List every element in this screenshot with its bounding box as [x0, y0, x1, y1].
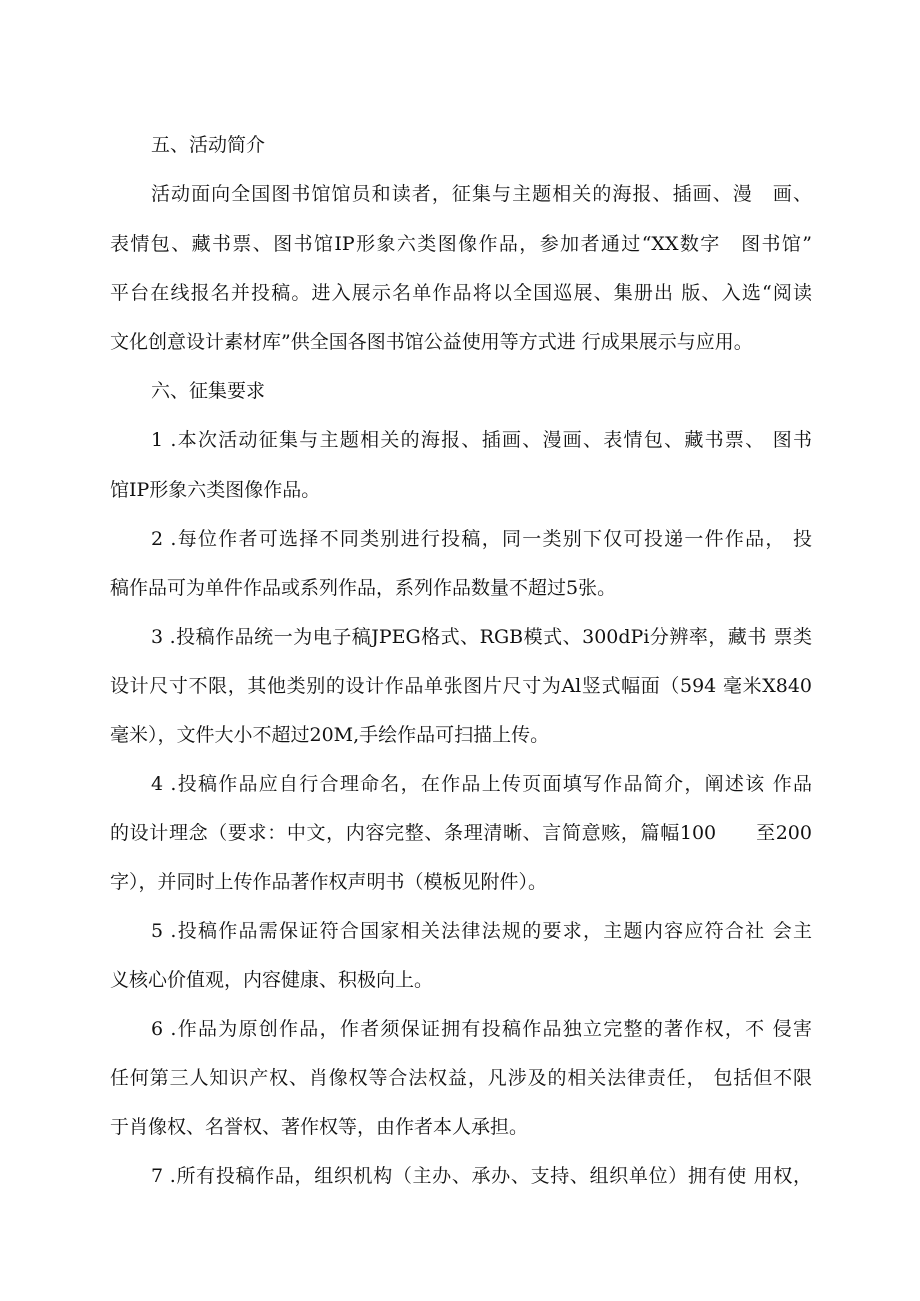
- list-item-line: 3 .投稿作品统一为电子稿JPEG格式、RGB模式、300dPi分辨率，藏书 票类: [151, 626, 812, 648]
- paragraph-line: 文化创意设计素材库”供全国各图书馆公益使用等方式进 行成果展示与应用。: [110, 331, 753, 353]
- list-item-line: 的设计理念（要求：中文，内容完整、条理清晰、言简意赅，篇幅100 至200: [110, 822, 812, 844]
- list-item-line: 字），并同时上传作品著作权声明书（模板见附件）。: [110, 871, 548, 893]
- list-item-line: 于肖像权、名誉权、著作权等，由作者本人承担。: [110, 1116, 529, 1138]
- paragraph-line: 平台在线报名并投稿。进入展示名单作品将以全国巡展、集册出 版、入选“阅读: [110, 282, 812, 304]
- section-heading-5: 五、活动简介: [151, 134, 266, 156]
- section-heading-6: 六、征集要求: [151, 380, 266, 402]
- list-item-line: 毫米），文件大小不超过20M,手绘作品可扫描上传。: [110, 724, 550, 746]
- list-item-line: 任何第三人知识产权、肖像权等合法权益，凡涉及的相关法律责任， 包括但不限: [110, 1067, 812, 1089]
- list-item-line: 设计尺寸不限，其他类别的设计作品单张图片尺寸为Al竖式幅面（594 毫米X840: [110, 675, 812, 697]
- list-item-line: 4 .投稿作品应自行合理命名，在作品上传页面填写作品简介，阐述该 作品: [151, 773, 812, 795]
- paragraph-line: 活动面向全国图书馆馆员和读者，征集与主题相关的海报、插画、漫 画、: [151, 183, 812, 205]
- list-item-line: 7 .所有投稿作品，组织机构（主办、承办、支持、组织单位）拥有使 用权，: [151, 1165, 812, 1187]
- list-item-line: 6 .作品为原创作品，作者须保证拥有投稿作品独立完整的著作权，不 侵害: [151, 1018, 812, 1040]
- list-item-line: 义核心价值观，内容健康、积极向上。: [110, 969, 434, 991]
- list-item-line: 稿作品可为单件作品或系列作品，系列作品数量不超过5张。: [110, 577, 617, 599]
- list-item-line: 5 .投稿作品需保证符合国家相关法律法规的要求，主题内容应符合社 会主: [151, 920, 812, 942]
- paragraph-line: 表情包、藏书票、图书馆IP形象六类图像作品，参加者通过“XX数字 图书馆”: [110, 233, 812, 255]
- list-item-line: 2 .每位作者可选择不同类别进行投稿，同一类别下仅可投递一件作品， 投: [151, 528, 812, 550]
- list-item-line: 1 .本次活动征集与主题相关的海报、插画、漫画、表情包、藏书票、 图书: [151, 429, 812, 451]
- list-item-line: 馆IP形象六类图像作品。: [110, 479, 321, 501]
